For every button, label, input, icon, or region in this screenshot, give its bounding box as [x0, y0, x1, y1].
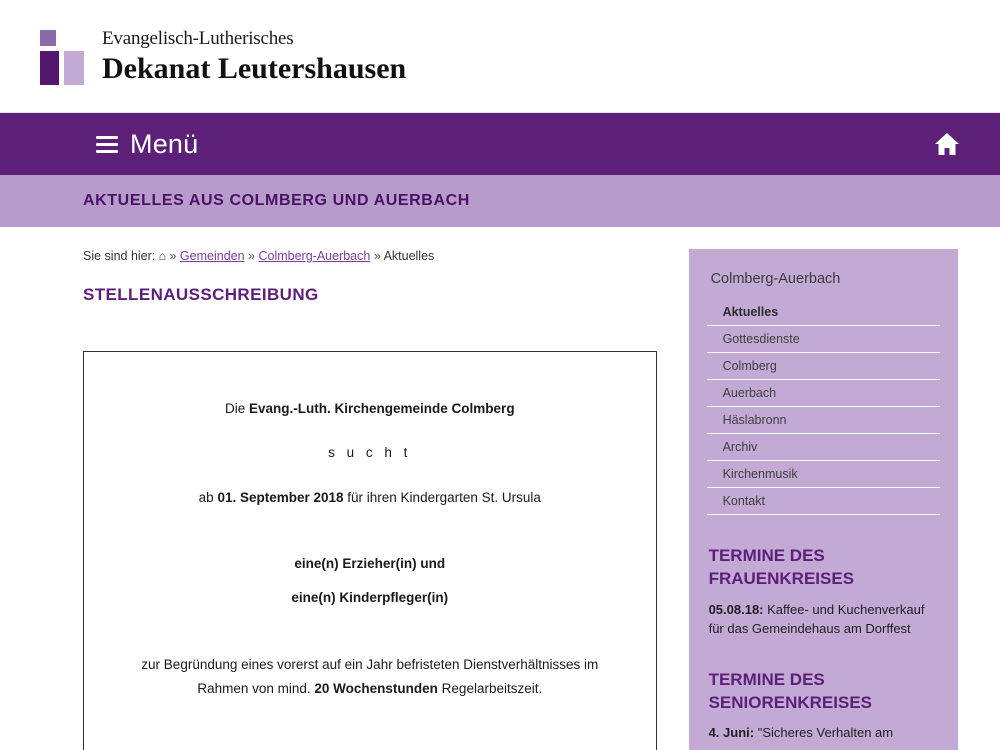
sidebar-item-kontakt[interactable] — [707, 488, 940, 515]
breadcrumb — [83, 249, 657, 263]
doc-line-startdate-value: 01. September 2018 — [217, 489, 344, 505]
breadcrumb-item-aktuelles: Aktuelles — [383, 249, 435, 263]
sidebar-entry-date-seniorenkreis: 4. Juni: — [708, 725, 755, 741]
page-section-title: AKTUELLES AUS COLMBERG UND AUERBACH — [83, 192, 470, 209]
breadcrumb-item-gemeinden[interactable]: Gemeinden — [179, 249, 245, 263]
sidebar-block-title-frauenkreis: TERMINE DES FRAUENKREISES — [708, 546, 855, 588]
sidebar-item-kirchenmusik-label[interactable]: Kirchenmusik — [722, 467, 798, 481]
content-area — [0, 227, 1000, 750]
doc-line-startdate-suffix: für ihren Kindergarten St. Ursula — [343, 489, 541, 505]
hamburger-icon — [96, 136, 118, 153]
doc-body-part-1: zur Begründung eines vorerst auf ein Jahr befristeten Dienstverhältnisses im Rahmen von mind. — [141, 657, 599, 696]
sidebar-item-colmberg[interactable] — [707, 353, 940, 380]
menu-label: Menü — [130, 128, 199, 159]
main-column — [83, 249, 657, 750]
sidebar-entry-text-frauenkreis: Kaffee- und Kuchenverkauf für das Gemeindehaus am Dorffest — [708, 601, 925, 636]
sidebar-item-auerbach[interactable] — [707, 380, 940, 407]
logo-line-1: Evangelisch-Lutherisches — [102, 27, 294, 49]
doc-line-startdate — [120, 487, 620, 509]
section-title-band — [0, 175, 1000, 227]
sidebar-item-haeslabronn-label[interactable]: Häslabronn — [722, 413, 787, 427]
sidebar-item-auerbach-label[interactable]: Auerbach — [722, 386, 777, 400]
breadcrumb-item-colmberg-auerbach[interactable]: Colmberg-Auerbach — [258, 249, 371, 263]
breadcrumb-home-icon[interactable]: ⌂ — [158, 249, 166, 263]
sidebar-entry-date-frauenkreis: 05.08.18: — [708, 601, 764, 617]
breadcrumb-separator-1: » — [169, 249, 177, 263]
doc-job-title-2 — [120, 587, 620, 609]
doc-line-organization-name: Evang.-Luth. Kirchengemeinde Colmberg — [249, 401, 515, 416]
doc-line-sucht: s u c h t — [328, 445, 412, 461]
doc-job-title-1 — [120, 553, 620, 575]
home-icon[interactable] — [934, 132, 960, 156]
site-header — [0, 0, 1000, 113]
sidebar-item-kontakt-label[interactable]: Kontakt — [722, 494, 765, 508]
sidebar-item-archiv[interactable] — [707, 434, 940, 461]
doc-body-paragraph — [120, 653, 620, 700]
sidebar-item-aktuelles-label[interactable]: Aktuelles — [722, 305, 779, 319]
sidebar-heading: Colmberg-Auerbach — [710, 271, 841, 287]
sidebar-item-kirchenmusik[interactable] — [707, 461, 940, 488]
sidebar-block-title-seniorenkreis: TERMINE DES SENIORENKREISES — [708, 669, 873, 712]
doc-job-title-1-text: eine(n) Erzieher(in) und — [294, 555, 446, 571]
sidebar-item-archiv-label[interactable]: Archiv — [722, 440, 758, 454]
sidebar-nav — [707, 299, 940, 515]
sidebar-item-aktuelles[interactable] — [707, 299, 940, 326]
doc-body-hours: 20 Wochenstunden — [314, 680, 438, 696]
page-title: STELLENAUSSCHREIBUNG — [83, 285, 319, 304]
logo-icon[interactable] — [40, 30, 90, 85]
sidebar-item-gottesdienste[interactable] — [707, 326, 940, 353]
sidebar-item-haeslabronn[interactable] — [707, 407, 940, 434]
sidebar-item-colmberg-label[interactable]: Colmberg — [722, 359, 777, 373]
sidebar-item-gottesdienste-label[interactable]: Gottesdienste — [722, 332, 800, 346]
sidebar-block-entry-frauenkreis — [709, 601, 940, 639]
sidebar-block-entry-seniorenkreis — [709, 724, 940, 743]
breadcrumb-separator-2: » — [248, 249, 255, 263]
doc-body-part-2: Regelarbeitszeit. — [437, 680, 543, 696]
job-posting-document — [83, 351, 657, 750]
sidebar-entry-text-seniorenkreis: "Sicheres Verhalten am — [754, 725, 894, 741]
breadcrumb-separator-3: » — [373, 249, 381, 263]
logo-text[interactable] — [102, 29, 406, 84]
main-navbar — [0, 113, 1000, 175]
logo-line-2: Dekanat Leutershausen — [102, 51, 407, 85]
menu-toggle-button[interactable] — [96, 129, 198, 160]
doc-line-startdate-prefix: ab — [198, 489, 218, 505]
sidebar — [689, 249, 958, 750]
breadcrumb-prefix: Sie sind hier: — [83, 249, 156, 263]
doc-line-organization-prefix: Die — [225, 401, 250, 416]
doc-job-title-2-text: eine(n) Kinderpfleger(in) — [291, 590, 449, 606]
doc-line-organization — [120, 398, 620, 420]
